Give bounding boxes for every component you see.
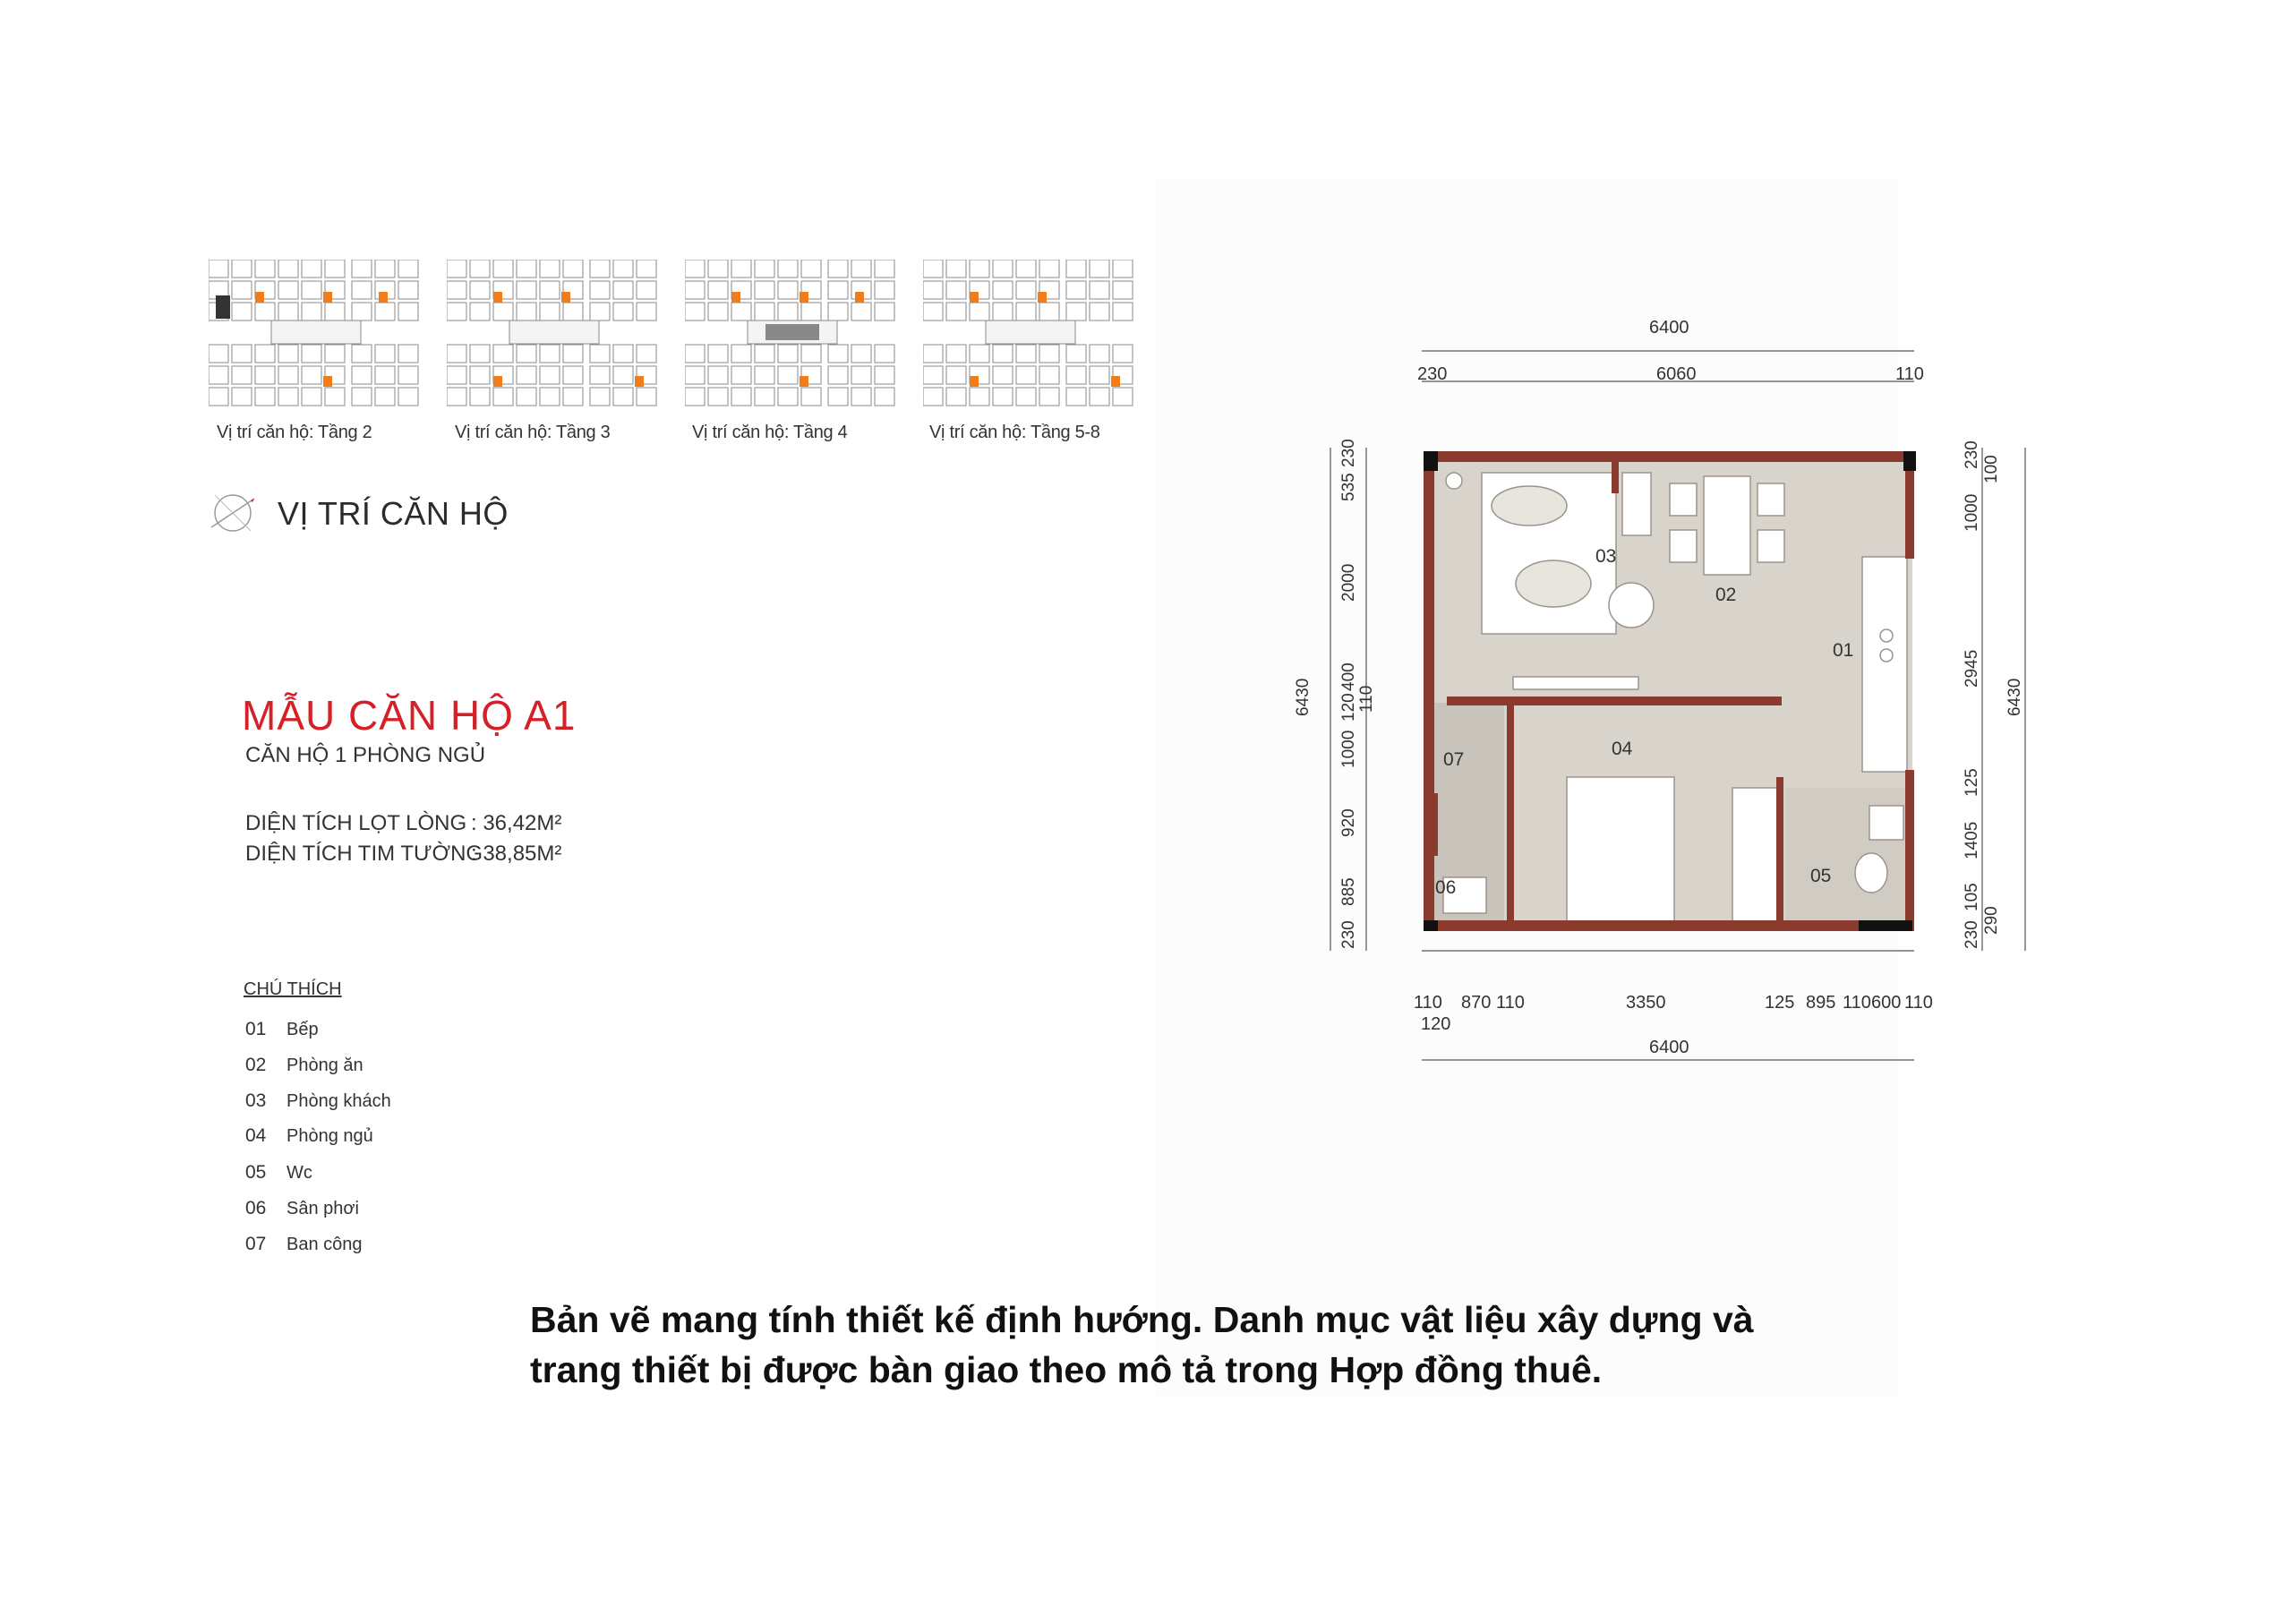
room-label: 06 — [1435, 877, 1457, 898]
sofa — [1492, 486, 1567, 526]
wardrobe — [1732, 788, 1777, 922]
dim-left: 885 — [1339, 877, 1358, 906]
dim-left: 230 — [1339, 920, 1358, 949]
dim-bottom: 110 — [1414, 993, 1442, 1013]
chair — [1670, 530, 1697, 562]
tv-console — [1513, 677, 1638, 689]
dim-right: 230 — [1963, 920, 1981, 949]
location-title: VỊ TRÍ CĂN HỘ — [278, 495, 509, 532]
dim-right: 100 — [1982, 455, 2001, 483]
keyplan-caption: Vị trí căn hộ: Tầng 2 — [217, 423, 372, 442]
wall-bottom — [1424, 920, 1912, 931]
column — [1424, 451, 1438, 471]
legend-num: 06 — [245, 1198, 267, 1218]
disclaimer-note — [530, 1295, 1963, 1395]
wall-balcony-rail — [1431, 793, 1438, 856]
legend-label: Phòng ngủ — [286, 1126, 373, 1146]
room-label: 02 — [1715, 585, 1737, 605]
dim-left: 535 — [1339, 473, 1358, 501]
legend-num: 07 — [245, 1234, 267, 1254]
legend-label: Phòng khách — [286, 1091, 391, 1111]
model-subtitle: CĂN HỘ 1 PHÒNG NGỦ — [245, 743, 486, 767]
bed — [1567, 777, 1674, 929]
dim-left-overall: 6430 — [1294, 678, 1313, 716]
room-label: 05 — [1810, 866, 1832, 886]
dim-left: 2000 — [1339, 563, 1358, 602]
chair — [1757, 483, 1784, 516]
legend-num: 01 — [245, 1019, 267, 1039]
legend-label: Phòng ăn — [286, 1056, 363, 1075]
stove-burner — [1880, 629, 1893, 642]
room-label: 03 — [1595, 546, 1617, 567]
legend-num: 03 — [245, 1090, 267, 1111]
wall-top — [1424, 451, 1912, 462]
legend-label: Ban công — [286, 1235, 363, 1254]
dim-top-overall: 6400 — [1649, 318, 1689, 338]
toilet — [1855, 853, 1887, 893]
area-gross-value: : 38,85M² — [471, 842, 562, 866]
wall-right-lower — [1905, 770, 1914, 931]
dim-top-right: 110 — [1895, 364, 1924, 384]
legend-title: CHÚ THÍCH — [244, 979, 342, 999]
legend-label: Bếp — [286, 1020, 319, 1039]
dim-top-left: 230 — [1417, 364, 1448, 384]
room-label: 04 — [1612, 739, 1633, 759]
dim-right: 230 — [1963, 440, 1981, 469]
dim-bottom: 895 — [1806, 993, 1836, 1013]
keyplan-caption: Vị trí căn hộ: Tầng 4 — [692, 423, 848, 442]
dim-bottom: 600 — [1871, 993, 1902, 1013]
area-gross-label: DIỆN TÍCH TIM TƯỜNG — [245, 842, 483, 866]
side-cabinet — [1622, 473, 1651, 535]
dim-left: 920 — [1339, 808, 1358, 837]
dim-left: 230 — [1339, 439, 1358, 467]
column — [1903, 451, 1916, 471]
disclaimer-line-1: Bản vẽ mang tính thiết kế định hướng. Danh mục vật liệu xây dựng và — [530, 1299, 1754, 1340]
dim-top-inner: 6060 — [1656, 364, 1697, 384]
keyplan-caption: Vị trí căn hộ: Tầng 3 — [455, 423, 611, 442]
dim-bottom: 125 — [1765, 993, 1795, 1013]
wall-balcony — [1507, 705, 1514, 929]
dim-bottom: 3350 — [1626, 993, 1666, 1013]
legend-label: Sân phơi — [286, 1199, 359, 1218]
dim-right: 1000 — [1963, 493, 1981, 532]
round-table — [1609, 583, 1654, 628]
wc-sink — [1869, 806, 1903, 840]
disclaimer-line-2: trang thiết bị được bàn giao theo mô tả trong Hợp đồng thuê. — [530, 1349, 1603, 1390]
legend-num: 05 — [245, 1162, 267, 1183]
dim-right-overall: 6430 — [2006, 678, 2024, 716]
room-label: 01 — [1833, 640, 1854, 661]
dim-right: 1405 — [1963, 821, 1981, 859]
plant — [1446, 473, 1462, 489]
stove-burner — [1880, 649, 1893, 662]
legend-num: 04 — [245, 1125, 267, 1146]
model-title: MẪU CĂN HỘ A1 — [242, 692, 577, 739]
wall-wc — [1776, 777, 1783, 929]
keyplan-caption: Vị trí căn hộ: Tầng 5-8 — [929, 423, 1100, 442]
room-label: 07 — [1443, 749, 1465, 770]
legend-num: 02 — [245, 1055, 267, 1075]
column — [1424, 920, 1438, 931]
dim-left: 1000 — [1339, 730, 1358, 768]
chair — [1757, 530, 1784, 562]
dim-left: 120 — [1339, 693, 1358, 722]
dim-right: 290 — [1982, 906, 2001, 935]
dim-left: 110 — [1357, 685, 1376, 713]
column — [1859, 920, 1912, 931]
dim-bottom: 110 — [1843, 993, 1871, 1013]
area-net-label: DIỆN TÍCH LỌT LÒNG — [245, 811, 467, 835]
kitchen-counter — [1862, 557, 1907, 772]
dim-bottom: 110 — [1496, 993, 1525, 1013]
dim-bottom-extra: 120 — [1421, 1014, 1451, 1034]
dim-left: 400 — [1339, 662, 1358, 691]
dim-bottom: 110 — [1904, 993, 1933, 1013]
area-net-value: : 36,42M² — [471, 811, 562, 835]
legend-label: Wc — [286, 1163, 312, 1183]
wall-stub — [1612, 462, 1619, 493]
dim-right: 105 — [1963, 883, 1981, 911]
wall-mid — [1447, 697, 1782, 705]
dim-right: 125 — [1963, 768, 1981, 797]
chair — [1670, 483, 1697, 516]
dim-bottom-overall: 6400 — [1649, 1038, 1689, 1057]
dining-table — [1704, 476, 1750, 575]
dim-right: 2945 — [1963, 649, 1981, 688]
dim-bottom: 870 — [1461, 993, 1492, 1013]
armchair — [1516, 560, 1591, 607]
